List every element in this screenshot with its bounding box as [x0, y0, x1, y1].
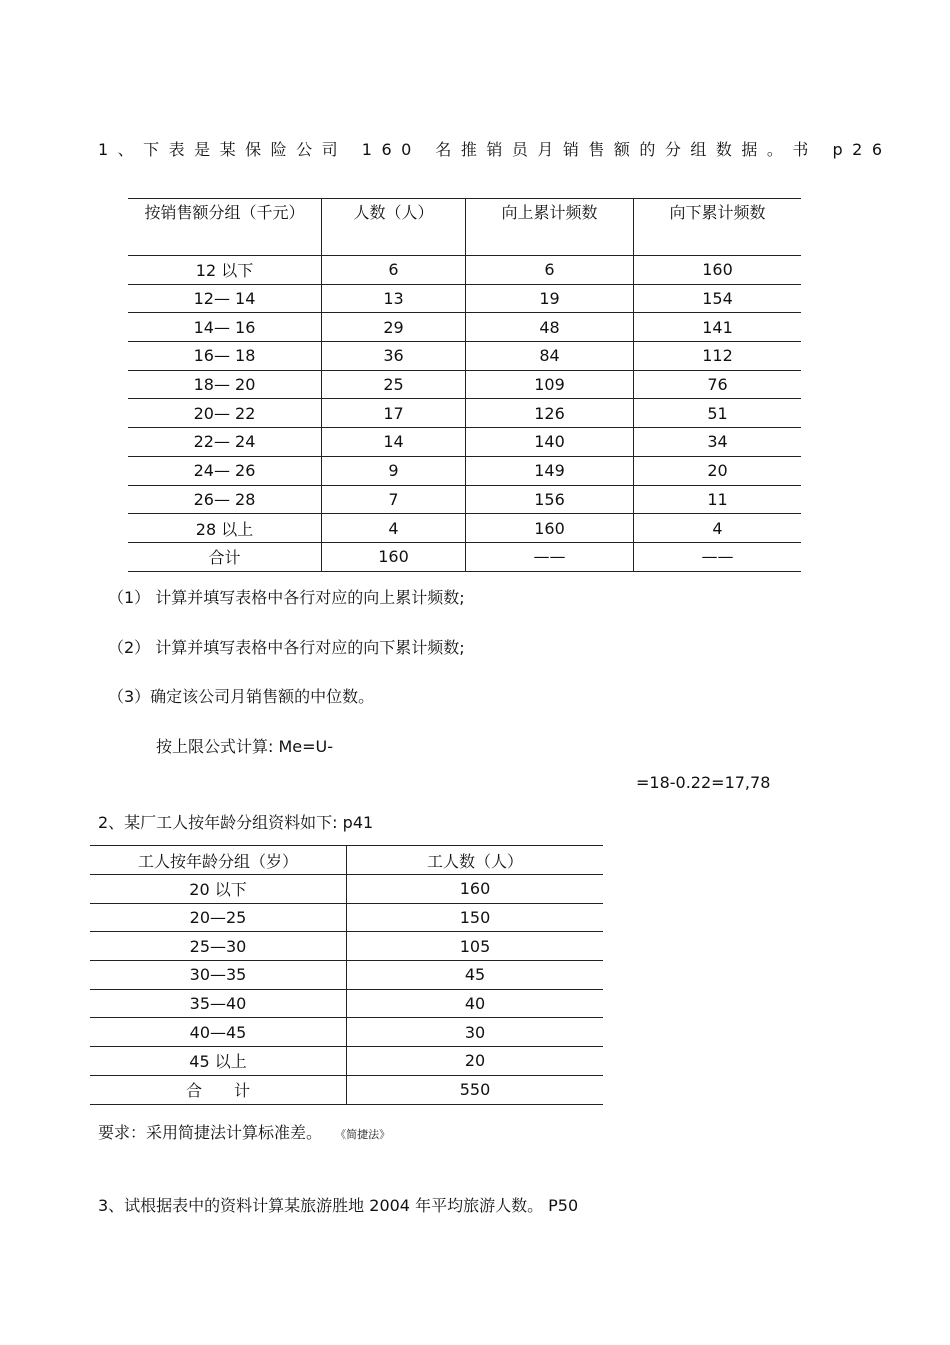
table-cell: 160: [347, 875, 604, 904]
table-cell: 160: [634, 256, 802, 285]
table-cell: 112: [634, 342, 802, 371]
table-cell: 18— 20: [128, 370, 322, 399]
table-row: [90, 1018, 603, 1047]
question-3-title: 3、试根据表中的资料计算某旅游胜地 2004 年平均旅游人数。 P50: [98, 1196, 579, 1215]
table-cell: 4: [634, 514, 802, 543]
table-row: [90, 903, 603, 932]
table-row: [90, 989, 603, 1018]
header-cell: 工人数（人）: [347, 846, 604, 875]
question-2-requirement: [98, 1120, 390, 1143]
table-cell: 84: [466, 342, 634, 371]
table-cell: 140: [466, 428, 634, 457]
table-row: [128, 399, 801, 428]
table-cell: 12— 14: [128, 284, 322, 313]
table-cell: 14: [322, 428, 466, 457]
table-cell: 34: [634, 428, 802, 457]
table-cell: 20—25: [90, 903, 347, 932]
table-header-row: [90, 846, 603, 875]
table-cell: 160: [322, 542, 466, 571]
question-2-title: 2、某厂工人按年龄分组资料如下: p41: [98, 813, 374, 832]
header-cell: 工人按年龄分组（岁）: [90, 846, 347, 875]
table-cell: 109: [466, 370, 634, 399]
table-cell: 20 以下: [90, 875, 347, 904]
table-cell: 合计: [128, 542, 322, 571]
table-cell: 35—40: [90, 989, 347, 1018]
table-cell: 45 以上: [90, 1047, 347, 1076]
table-cell: 6: [466, 256, 634, 285]
table-cell: 14— 16: [128, 313, 322, 342]
table-cell: 合 计: [90, 1075, 347, 1104]
table-cell: 25: [322, 370, 466, 399]
table-cell: 4: [322, 514, 466, 543]
table-cell: 26— 28: [128, 485, 322, 514]
table-row: [90, 961, 603, 990]
table-cell: 22— 24: [128, 428, 322, 457]
median-result: =18-0.22=17,78: [636, 773, 771, 792]
table-row: [128, 428, 801, 457]
table-cell: 550: [347, 1075, 604, 1104]
median-formula: 按上限公式计算: Me=U-: [156, 737, 334, 756]
table-row: [128, 456, 801, 485]
table-cell: 29: [322, 313, 466, 342]
requirement-text: 要求：采用简捷法计算标准差。: [98, 1123, 323, 1142]
table-cell: 20: [347, 1047, 604, 1076]
table-row: [128, 514, 801, 543]
table-cell: 16— 18: [128, 342, 322, 371]
table-cell: 30—35: [90, 961, 347, 990]
table-row: [128, 485, 801, 514]
table-cell: 20: [634, 456, 802, 485]
table-cell: 160: [466, 514, 634, 543]
table-row: [128, 542, 801, 571]
table-cell: 19: [466, 284, 634, 313]
question-1-title: 1、下表是某保险公司 160 名推销员月销售额的分组数据。书 p26: [98, 140, 892, 159]
table-row: [128, 313, 801, 342]
table-cell: 48: [466, 313, 634, 342]
worker-age-table: [90, 845, 603, 1105]
table-cell: 126: [466, 399, 634, 428]
question-1-part-1: （1） 计算并填写表格中各行对应的向上累计频数;: [108, 588, 465, 607]
table-cell: 45: [347, 961, 604, 990]
sales-frequency-table: [128, 198, 801, 572]
table-cell: 6: [322, 256, 466, 285]
table-cell: 149: [466, 456, 634, 485]
table-cell: 13: [322, 284, 466, 313]
table-row: [128, 370, 801, 399]
table-row: [128, 256, 801, 285]
table-cell: 12 以下: [128, 256, 322, 285]
table-cell: 105: [347, 932, 604, 961]
table-cell: 141: [634, 313, 802, 342]
table-cell: 76: [634, 370, 802, 399]
table-cell: 51: [634, 399, 802, 428]
table-cell: 40: [347, 989, 604, 1018]
table-cell: 40—45: [90, 1018, 347, 1047]
header-cell: 向上累计频数: [466, 199, 634, 256]
table-cell: 154: [634, 284, 802, 313]
table-cell: 30: [347, 1018, 604, 1047]
table-cell: 7: [322, 485, 466, 514]
question-1-part-2: （2） 计算并填写表格中各行对应的向下累计频数;: [108, 638, 465, 657]
table-cell: 28 以上: [128, 514, 322, 543]
table-cell: 156: [466, 485, 634, 514]
question-1-part-3: （3）确定该公司月销售额的中位数。: [108, 687, 375, 706]
table-row: [90, 1047, 603, 1076]
table-cell: 11: [634, 485, 802, 514]
table-cell: 25—30: [90, 932, 347, 961]
method-note: 《简捷法》: [335, 1128, 391, 1141]
table-row: [128, 284, 801, 313]
table-cell: 36: [322, 342, 466, 371]
table-row: [90, 932, 603, 961]
header-cell: 人数（人）: [322, 199, 466, 256]
table-cell: ——: [466, 542, 634, 571]
header-cell: 向下累计频数: [634, 199, 802, 256]
table-row: [90, 875, 603, 904]
table-cell: ——: [634, 542, 802, 571]
table-header-row: [128, 199, 801, 256]
table-cell: 20— 22: [128, 399, 322, 428]
table-cell: 9: [322, 456, 466, 485]
table-row: [90, 1075, 603, 1104]
table-row: [128, 342, 801, 371]
table-cell: 24— 26: [128, 456, 322, 485]
table-cell: 150: [347, 903, 604, 932]
header-cell: 按销售额分组（千元）: [128, 199, 322, 256]
table-cell: 17: [322, 399, 466, 428]
